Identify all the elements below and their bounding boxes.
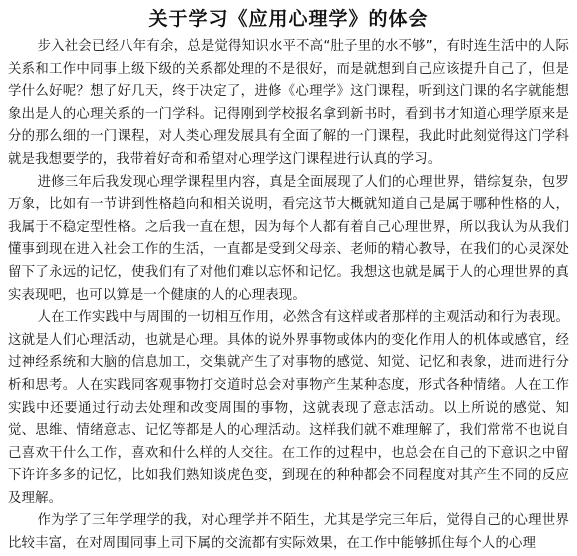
paragraph-1: 步入社会已经八年有余，总是觉得知识水平不高“肚子里的水不够”，有时连生活中的人际关系和工作中同事上级下级的关系都处理的不是很好，而是就想到自己应该提升自己了，但是学什么好呢？想了好几天，终于决定了，进修《心理学》这门课程，听到这门课的名字就能想象出是人的心理关系的一门学科。记得刚到学校报名拿到新书时，看到书才知道心理学原来是分的那么细的一门课程，对人类心理发展具有全面了解的一门课程，我此时此刻觉得这门学科就是我想要学的，我带着好奇和希望对心理学这门课程进行认真的学习。 [8,39,569,167]
paragraph-4: 作为学了三年学理学的我，对心理学并不陌生，尤其是学完三年后，觉得自己的心理世界比较丰富，在对周围同事上司下属的交流都有实际效果，在工作中能够抓住每个人的心理 [8,513,569,552]
paragraph-3: 人在工作实践中与周围的一切相互作用，必然含有这样或者那样的主观活动和行为表现。这就是人们心理活动，也就是心理。具体的说外界事物或体内的变化作用人的机体或感官，经过神经系统和大脑的信息加工，交集就产生了对事物的感觉、知觉、记忆和表象，进而进行分析和思考。人在实践同客观事物打交道时总会对事物产生某种态度，形式各种情绪。人在工作实践中还要通过行动去处理和改变周围的事物，这就表现了意志活动。以上所说的感觉、知觉、思维、情绪意志、记忆等都是人的心理活动。这样我们就不难理解了，我们常常不也说自己喜欢干什么工作，喜欢和什么样的人交往。在工作的过程中，也总会在自己的下意识之中留下许许多多的记忆，比如我们熟知谈虎色变，到现在的种种都会不同程度对其产生不同的反应及理解。 [8,310,569,506]
document-title: 关于学习《应用心理学》的体会 [148,8,429,30]
paragraph-2: 进修三年后我发现心理学课程里内容，真是全面展现了人们的心理世界，错综复杂，包罗万象，比如有一节讲到性格趋向和相关说明，看完这节大概就知道自己是属于哪种性格的人，我属于不稳定型性格。之后我一直在想，因为每个人都有着自己心理世界，所以我认为从我们懂事到现在进入社会工作的生活，一直都是受到父母亲、老师的精心教导，在我们的心灵深处留下了永远的记忆，使我们有了对他们难以忘怀和记忆。我想这也就是属于人的心理世界的真实表现吧，也可以算是一个健康的人的心理表现。 [8,174,569,303]
